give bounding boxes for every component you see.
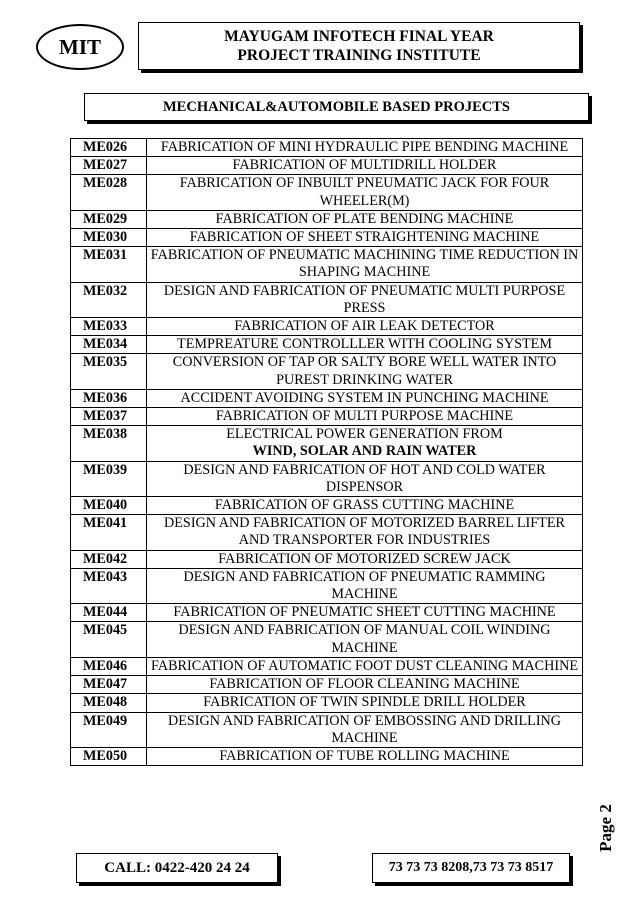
project-title — [147, 354, 583, 389]
project-title — [147, 622, 583, 657]
header-line-1: MAYUGAM INFOTECH FINAL YEAR — [224, 28, 494, 45]
project-code: ME040 — [71, 497, 147, 515]
project-title-text: DESIGN AND FABRICATION OF PNEUMATIC RAMMING MACHINE — [183, 568, 546, 603]
project-title-text: FABRICATION OF FLOOR CLEANING MACHINE — [209, 676, 520, 693]
project-code: ME047 — [71, 676, 147, 694]
project-code: ME041 — [71, 515, 147, 550]
project-title-text: FABRICATION OF TWIN SPINDLE DRILL HOLDER — [203, 694, 526, 711]
table-row — [71, 604, 583, 622]
project-title-text: ACCIDENT AVOIDING SYSTEM IN PUNCHING MACHINE — [180, 389, 549, 406]
project-title-text: TEMPREATURE CONTROLLLER WITH COOLING SYSTEM — [177, 336, 552, 353]
call-number-box — [76, 853, 278, 883]
table-row — [71, 461, 583, 496]
project-title-text: FABRICATION OF SHEET STRAIGHTENING MACHINE — [189, 229, 540, 246]
project-title — [147, 210, 583, 228]
table-row — [71, 408, 583, 426]
project-title — [147, 336, 583, 354]
call-number-text: CALL: 0422-420 24 24 — [104, 859, 250, 876]
project-code: ME044 — [71, 604, 147, 622]
project-title-text: DESIGN AND FABRICATION OF HOT AND COLD WATER DISPENSOR — [183, 461, 546, 495]
project-title-text: FABRICATION OF PNEUMATIC MACHINING TIME REDUCTION IN SHAPING MACHINE — [150, 247, 579, 281]
project-title — [147, 247, 583, 282]
project-code: ME026 — [71, 139, 147, 157]
table-row — [71, 336, 583, 354]
project-title — [147, 747, 583, 765]
project-code: ME045 — [71, 622, 147, 657]
project-code: ME029 — [71, 210, 147, 228]
table-row — [71, 139, 583, 157]
project-code: ME028 — [71, 175, 147, 210]
table-row — [71, 318, 583, 336]
project-title — [147, 515, 583, 550]
project-code: ME043 — [71, 568, 147, 603]
project-code: ME033 — [71, 318, 147, 336]
project-title — [147, 604, 583, 622]
project-title-text: FABRICATION OF PNEUMATIC SHEET CUTTING MACHINE — [173, 604, 556, 621]
mobile-numbers-text: 73 73 73 8208,73 73 73 8517 — [388, 860, 554, 875]
project-title-text: FABRICATION OF MINI HYDRAULIC PIPE BENDING MACHINE — [160, 139, 569, 155]
project-title — [147, 282, 583, 317]
table-row — [71, 747, 583, 765]
section-title-text: MECHANICAL&AUTOMOBILE BASED PROJECTS — [163, 98, 510, 115]
logo-text: MIT — [59, 34, 101, 59]
table-row — [71, 568, 583, 603]
page-number — [593, 798, 619, 858]
project-title-text: CONVERSION OF TAP OR SALTY BORE WELL WATER INTO PUREST DRINKING WATER — [172, 354, 557, 388]
project-code: ME032 — [71, 282, 147, 317]
project-title — [147, 694, 583, 712]
table-row — [71, 712, 583, 747]
project-title-text: FABRICATION OF AUTOMATIC FOOT DUST CLEANING MACHINE — [151, 657, 578, 674]
project-code: ME027 — [71, 157, 147, 175]
project-title-text: FABRICATION OF MULTIDRILL HOLDER — [232, 157, 497, 174]
project-code: ME035 — [71, 354, 147, 389]
project-code: ME039 — [71, 461, 147, 496]
project-title — [147, 229, 583, 247]
project-code: ME030 — [71, 229, 147, 247]
project-title — [147, 712, 583, 747]
project-title — [147, 550, 583, 568]
project-code: ME046 — [71, 657, 147, 675]
project-title-text: DESIGN AND FABRICATION OF PNEUMATIC MULTI PURPOSE PRESS — [163, 282, 566, 316]
table-row — [71, 497, 583, 515]
project-title — [147, 408, 583, 426]
table-row — [71, 622, 583, 657]
project-title — [147, 389, 583, 407]
project-title-text: FABRICATION OF GRASS CUTTING MACHINE — [214, 497, 515, 514]
table-row — [71, 657, 583, 675]
mobile-numbers-box — [372, 853, 570, 883]
project-code: ME050 — [71, 747, 147, 765]
project-title — [147, 676, 583, 694]
project-title — [147, 461, 583, 496]
project-title — [147, 497, 583, 515]
table-row — [71, 354, 583, 389]
project-title-text: ELECTRICAL POWER GENERATION FROM — [226, 426, 503, 443]
project-code: ME034 — [71, 336, 147, 354]
project-title-text: FABRICATION OF AIR LEAK DETECTOR — [234, 318, 495, 335]
project-title — [147, 657, 583, 675]
project-title — [147, 157, 583, 175]
table-row — [71, 694, 583, 712]
project-title-text: DESIGN AND FABRICATION OF MANUAL COIL WINDING MACHINE — [178, 622, 551, 656]
project-title — [147, 318, 583, 336]
project-code: ME037 — [71, 408, 147, 426]
table-row — [71, 426, 583, 461]
table-row — [71, 515, 583, 550]
project-code: ME042 — [71, 550, 147, 568]
table-row — [71, 282, 583, 317]
project-title-text: FABRICATION OF MULTI PURPOSE MACHINE — [215, 408, 514, 425]
project-title-text: FABRICATION OF MOTORIZED SCREW JACK — [218, 550, 511, 567]
projects-table-body — [71, 139, 583, 766]
table-row — [71, 247, 583, 282]
page-number-text: Page 2 — [596, 804, 615, 852]
table-row — [71, 157, 583, 175]
project-code: ME031 — [71, 247, 147, 282]
table-row — [71, 210, 583, 228]
table-row — [71, 175, 583, 210]
project-code: ME048 — [71, 694, 147, 712]
project-title — [147, 175, 583, 210]
project-title-text: FABRICATION OF TUBE ROLLING MACHINE — [219, 747, 510, 764]
table-row — [71, 389, 583, 407]
table-row — [71, 550, 583, 568]
project-code: ME049 — [71, 712, 147, 747]
header-line-2: PROJECT TRAINING INSTITUTE — [237, 47, 481, 64]
table-row — [71, 229, 583, 247]
section-title — [84, 93, 589, 121]
table-row — [71, 676, 583, 694]
institute-header — [138, 22, 580, 70]
mit-logo — [36, 24, 124, 70]
projects-table — [70, 138, 583, 766]
project-title-text: DESIGN AND FABRICATION OF EMBOSSING AND DRILLING MACHINE — [167, 712, 562, 746]
project-title-text: FABRICATION OF PLATE BENDING MACHINE — [215, 210, 514, 227]
project-title-text: DESIGN AND FABRICATION OF MOTORIZED BARREL LIFTER AND TRANSPORTER FOR INDUSTRIES — [164, 515, 565, 549]
project-title — [147, 426, 583, 461]
project-code: ME038 — [71, 426, 147, 461]
project-title — [147, 139, 583, 157]
project-title-text: FABRICATION OF INBUILT PNEUMATIC JACK FOR FOUR WHEELER(M) — [179, 175, 550, 209]
project-title-bold-text: WIND, SOLAR AND RAIN WATER — [252, 443, 477, 460]
project-code: ME036 — [71, 389, 147, 407]
project-title — [147, 568, 583, 603]
